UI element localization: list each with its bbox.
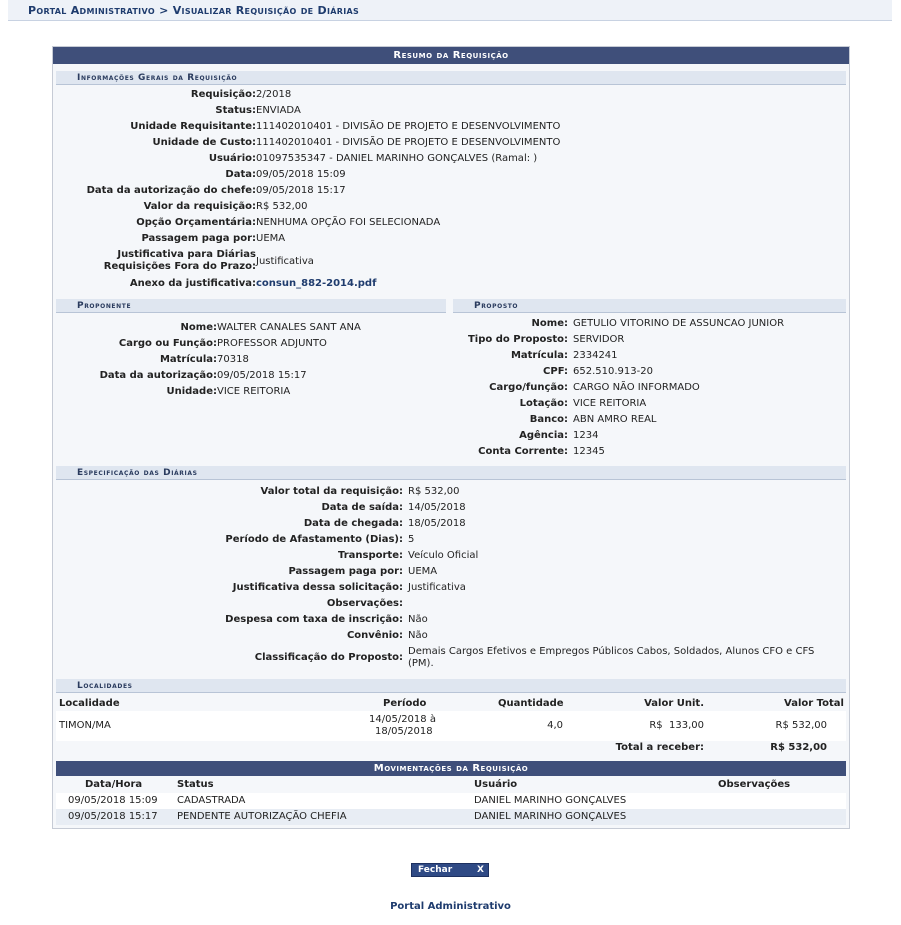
col-quantidade: Quantidade (498, 698, 564, 709)
fechar-button[interactable] (411, 863, 489, 877)
anexo-link[interactable]: consun_882-2014.pdf (256, 278, 377, 289)
cell-data-hora: 09/05/2018 15:17 (68, 811, 158, 822)
col-localidade: Localidade (59, 698, 120, 709)
table-row (56, 809, 846, 825)
fechar-label: Fechar (418, 865, 453, 875)
field-label: Despesa com taxa de inscrição: (225, 614, 403, 625)
breadcrumb-current: Visualizar Requisição de Diárias (172, 4, 360, 17)
field-value: 18/05/2018 (408, 518, 466, 529)
panel-title: Resumo da Requisição (53, 47, 849, 64)
localidades-header-row (56, 695, 846, 712)
field-label: Nome: (180, 322, 217, 333)
field-label: Lotação: (519, 398, 568, 409)
field-label: Valor da requisição: (143, 201, 256, 212)
table-row (56, 793, 846, 809)
field-label: Tipo do Proposto: (467, 334, 568, 345)
field-label: Banco: (529, 414, 568, 425)
field-label: Status: (215, 105, 256, 116)
movimentacoes-title: Movimentações da Requisição (56, 761, 846, 776)
col-data-hora: Data/Hora (85, 779, 143, 790)
cell-status: PENDENTE AUTORIZAÇÃO CHEFIA (177, 811, 347, 822)
field-label: Nome: (531, 318, 568, 329)
field-label: Data da autorização: (99, 370, 217, 381)
field-label: Cargo ou Função: (118, 338, 217, 349)
section-proposto: Proposto (453, 299, 846, 313)
section-general: Informações Gerais da Requisição (56, 71, 846, 85)
classificacao-value-2: (PM). (408, 658, 434, 669)
breadcrumb (28, 4, 359, 17)
field-value: 111402010401 - DIVISÃO DE PROJETO E DESENVOLVIMENTO (256, 137, 561, 148)
anexo-label: Anexo da justificativa: (129, 278, 256, 289)
field-value: 2334241 (573, 350, 618, 361)
field-label: Data de chegada: (303, 518, 403, 529)
field-value: 5 (408, 534, 415, 545)
field-label: Agência: (519, 430, 568, 441)
section-especificacao: Especificação das Diárias (56, 466, 846, 480)
field-label: CPF: (543, 366, 568, 377)
section-proponente: Proponente (56, 299, 446, 313)
field-value: R$ 532,00 (408, 486, 460, 497)
field-value: UEMA (256, 233, 286, 244)
justificativa-label-1: Justificativa para Diárias (117, 249, 256, 260)
field-value: 09/05/2018 15:09 (256, 169, 346, 180)
field-value: UEMA (408, 566, 438, 577)
field-value: NENHUMA OPÇÃO FOI SELECIONADA (256, 217, 441, 228)
field-value: 01097535347 - DANIEL MARINHO GONÇALVES (Ramal: ) (256, 153, 538, 164)
field-value: WALTER CANALES SANT ANA (217, 322, 361, 333)
field-label: Data: (225, 169, 256, 180)
field-value: 111402010401 - DIVISÃO DE PROJETO E DESENVOLVIMENTO (256, 121, 561, 132)
field-label: Cargo/função: (489, 382, 568, 393)
total-value: R$ 532,00 (770, 742, 827, 753)
field-label: Convênio: (346, 630, 403, 641)
field-value: Não (408, 614, 428, 625)
justificativa-value: Justificativa (256, 256, 314, 267)
field-value: Justificativa (408, 582, 466, 593)
field-value: Não (408, 630, 428, 641)
field-label: Passagem paga por: (141, 233, 256, 244)
field-value: 1234 (573, 430, 599, 441)
summary-panel (52, 46, 850, 829)
breadcrumb-root[interactable]: Portal Administrativo (28, 4, 155, 17)
field-value: 652.510.913-20 (573, 366, 653, 377)
classificacao-label: Classificação do Proposto: (254, 652, 403, 663)
field-value: VICE REITORIA (573, 398, 647, 409)
cell-data-hora: 09/05/2018 15:09 (68, 795, 158, 806)
field-value: 09/05/2018 15:17 (256, 185, 346, 196)
field-label: Unidade: (166, 386, 217, 397)
col-valor-unit: Valor Unit. (644, 698, 704, 709)
field-label: Transporte: (338, 550, 403, 561)
cell-valor-total: R$ 532,00 (775, 720, 827, 731)
col-usuario: Usuário (474, 779, 518, 790)
field-value: 2/2018 (256, 89, 292, 100)
cell-localidade: TIMON/MA (59, 720, 111, 731)
field-value: GETULIO VITORINO DE ASSUNCAO JUNIOR (573, 318, 785, 329)
field-value: Veículo Oficial (408, 550, 479, 561)
field-value: SERVIDOR (573, 334, 625, 345)
field-value: 70318 (217, 354, 249, 365)
col-valor-total: Valor Total (784, 698, 844, 709)
cell-usuario: DANIEL MARINHO GONÇALVES (474, 811, 627, 822)
col-observacoes: Observações (718, 779, 791, 790)
field-value: ENVIADA (256, 105, 301, 116)
field-label: Unidade Requisitante: (130, 121, 256, 132)
field-label: Matrícula: (510, 350, 568, 361)
cell-periodo-1: 14/05/2018 à (369, 714, 436, 725)
field-label: Data de saída: (321, 502, 403, 513)
justificativa-label-2: Requisições Fora do Prazo: (103, 261, 256, 272)
field-value: VICE REITORIA (217, 386, 291, 397)
field-value: PROFESSOR ADJUNTO (217, 338, 327, 349)
field-label: Conta Corrente: (478, 446, 568, 457)
field-value: CARGO NÃO INFORMADO (573, 382, 700, 393)
field-value: R$ 532,00 (256, 201, 308, 212)
field-value: 14/05/2018 (408, 502, 466, 513)
field-label: Passagem paga por: (288, 566, 403, 577)
field-label: Unidade de Custo: (152, 137, 256, 148)
field-label: Matrícula: (159, 354, 217, 365)
classificacao-value-1: Demais Cargos Efetivos e Empregos Públicos Cabos, Soldados, Alunos CFO e CFS (408, 646, 815, 657)
field-value: 12345 (573, 446, 605, 457)
cell-valor-unit: R$ 133,00 (649, 720, 704, 731)
field-label: Valor total da requisição: (260, 486, 403, 497)
field-value: ABN AMRO REAL (573, 414, 657, 425)
close-icon: X (477, 865, 484, 875)
breadcrumb-bar (8, 0, 892, 21)
cell-periodo-2: 18/05/2018 (375, 726, 433, 737)
cell-status: CADASTRADA (177, 795, 246, 806)
field-label: Justificativa dessa solicitação: (232, 582, 403, 593)
breadcrumb-separator: > (159, 4, 169, 17)
field-label: Observações: (326, 598, 403, 609)
cell-usuario: DANIEL MARINHO GONÇALVES (474, 795, 627, 806)
footer-portal-link[interactable]: Portal Administrativo (390, 901, 511, 912)
cell-quantidade: 4,0 (547, 720, 563, 731)
table-row (56, 711, 846, 741)
field-label: Requisição: (190, 89, 256, 100)
field-label: Período de Afastamento (Dias): (225, 534, 403, 545)
col-periodo: Período (383, 698, 427, 709)
field-label: Opção Orçamentária: (136, 217, 256, 228)
total-label: Total a receber: (615, 742, 704, 753)
field-label: Usuário: (208, 153, 256, 164)
section-localidades: Localidades (56, 679, 846, 693)
col-status: Status (177, 779, 214, 790)
field-value: 09/05/2018 15:17 (217, 370, 307, 381)
field-label: Data da autorização do chefe: (86, 185, 256, 196)
